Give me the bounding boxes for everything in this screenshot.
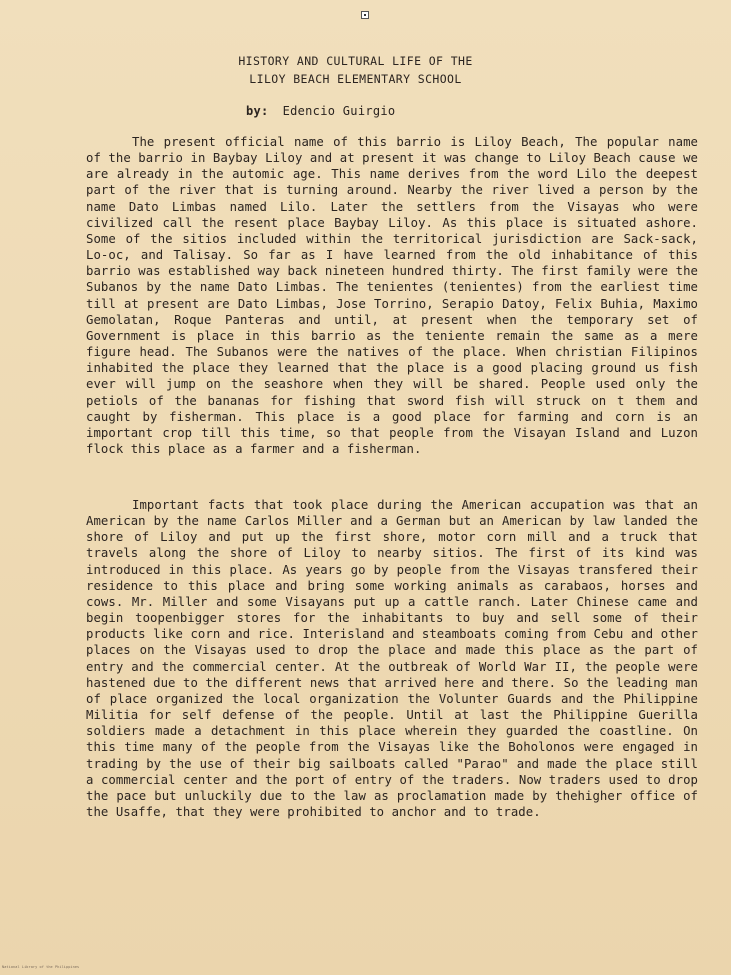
author-name: Edencio Guirgio [282, 104, 396, 118]
paragraph-2: Important facts that took place during the American accupation was that an American by the name Carlos Miller and a German but an American by law landed the shore of Liloy and put up the first shore, motor corn mill and a truck that travels along the shore of Liloy to nearby sitios. The first of its kind was introduced in this place. As years go by people from the Visayas transfered their residence to this place and bring some working animals as carabaos, horses and cows. Mr. Miller and some Visayans put up a cattle ranch. Later Chinese came and begin toopenbigger stores for the inhabitants to buy and sell some of their products like corn and rice. Interisland and steamboats coming from Cebu and other places on the Visayas used to drop the place and made this place as the part of entry and the commercial center. At the outbreak of World War II, the people were hastened due to the different news that arrived here and there. So the leading man of place organized the local organization the Volunter Guards and the Philippine Militia for self defense of the people. Until at last the Philippine Guerilla soldiers made a detachment in this place wherein they guarded the coastline. On this time many of the people from the Visayas like the Boholonos were engaged in trading by the use of their big sailboats called "Parao" and made the place still a commercial center and the port of entry of the traders. Now traders used to drop the pace but unluckily due to the law as proclamation made by thehigher office of the Usaffe, that they were prohibited to anchor and to trade. [86, 498, 698, 819]
paragraph-2-block [86, 497, 698, 820]
paragraph-1-block [86, 134, 698, 457]
paragraph-1: The present official name of this barrio is Liloy Beach, The popular name of the barrio in Baybay Liloy and at present it was change to Liloy Beach cause we are already in the automic age. This name derives from the word Lilo the deepest part of the river that is turning around. Nearby the river lived a person by the name Dato Limbas named Lilo. Later the settlers from the Visayas who were civilized call the resent place Baybay Liloy. As this place is situated ashore. Some of the sitios included within the territorical jurisdiction are Sack-sack, Lo-oc, and Talisay. So far as I have learned from the old inhabitance of this barrio was established way back nineteen hundred thirty. The first family were the Subanos by the name Dato Limbas. The tenientes (tenientes) from the earliest time till at present are Dato Limbas, Jose Torrino, Serapio Datoy, Felix Buhia, Maximo Gemolatan, Roque Panteras and until, at present when the temporary set of Government is place in this barrio as the teniente remain the same as a mere figure head. The Subanos were the natives of the place. When christian Filipinos inhabited the place they learned that the place is a good placing ground us fish ever will jump on the seashore when they will be shared. People used only the petiols of the bananas for fishing that sword fish will struck on t them and caught by fisherman. This place is a good place for farming and corn is an important crop till this time, so that people from the Visayan Island and Luzon flock this place as a farmer and a fisherman. [86, 135, 698, 456]
document-title-line-2: LILOY BEACH ELEMENTARY SCHOOL [249, 72, 462, 86]
byline [246, 104, 395, 118]
document-title-line-1: HISTORY AND CULTURAL LIFE OF THE [238, 54, 473, 68]
archive-footer: National Library of the Philippines [2, 965, 80, 969]
punch-hole-icon [361, 11, 369, 19]
byline-label: by: [246, 104, 269, 118]
